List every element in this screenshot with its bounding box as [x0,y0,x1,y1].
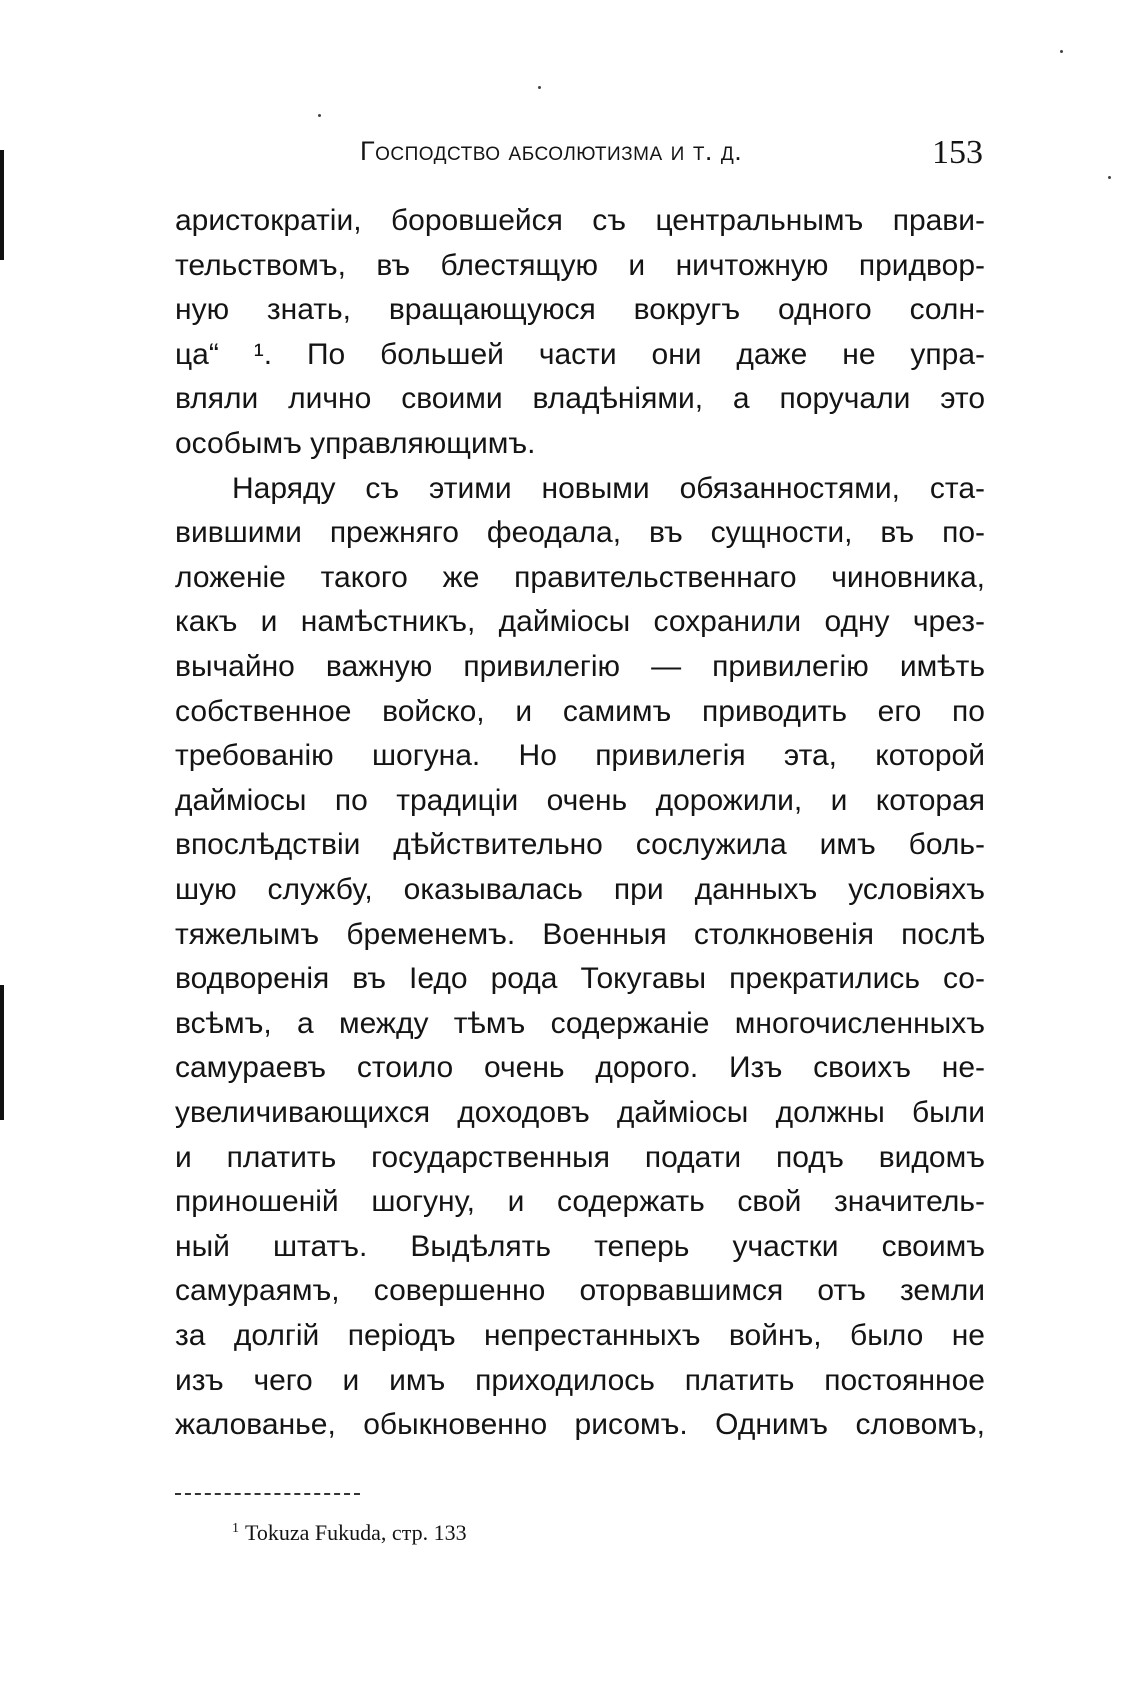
text-line: тяжелымъ бременемъ. Военныя столкновенія послѣ [175,917,985,951]
text-line: аристократіи, боровшейся съ центральнымъ прави- [175,204,985,237]
text-line: ца“ ¹. По большей части они даже не упра- [175,337,985,371]
text-line: приношеній шогуну, и содержать свой значитель- [175,1185,985,1219]
scan-speck [1108,176,1111,179]
footnote-divider [175,1493,360,1495]
text-line: вляли лично своими владѣніями, а поручали это [175,382,985,416]
scan-speck [1060,50,1063,53]
text-line: водворенія въ Іедо рода Токугавы прекратились со- [175,962,985,996]
text-line: ложеніе такого же правительственнаго чиновника, [175,560,985,594]
footnote-text: Tokuza Fukuda, стр. 133 [245,1520,467,1545]
scan-speck [318,114,321,117]
text-line: увеличивающихся доходовъ дайміосы должны были [175,1096,985,1129]
text-line: впослѣдствіи дѣйствительно сослужила имъ боль- [175,828,985,862]
text-line: жалованье, обыкновенно рисомъ. Однимъ словомъ, [175,1408,985,1442]
text-line: всѣмъ, а между тѣмъ содержаніе многочисленныхъ [175,1006,985,1040]
text-line: изъ чего и имъ приходилось платить постоянное [175,1363,985,1397]
text-line: вившими прежняго феодала, въ сущности, въ по- [175,516,985,550]
text-line: требованію шогуна. Но привилегія эта, которой [175,739,985,773]
text-line: за долгій періодъ непрестанныхъ войнъ, было не [175,1319,985,1352]
text-line: вычайно важную привилегію — привилегію имѣть [175,650,985,683]
running-title: Господство абсолютизма и т. д. [360,136,743,166]
text-line: тельствомъ, въ блестящую и ничтожную придвор- [175,248,985,282]
scan-edge-mark [0,150,4,260]
text-line: и платить государственныя подати подъ видомъ [175,1140,985,1174]
text-line: собственное войско, и самимъ приводить его по [175,694,985,728]
text-line: ный штатъ. Выдѣлять теперь участки своимъ [175,1229,985,1263]
footnote-marker: 1 [232,1520,239,1536]
page-number: 153 [932,134,983,171]
text-line: особымъ управляющимъ. [175,427,536,460]
scan-edge-mark [0,985,4,1120]
footnote [232,1520,467,1546]
scan-speck [538,86,541,89]
text-line: ную знать, вращающуюся вокругъ одного солн- [175,293,985,327]
text-line: Наряду съ этими новыми обязанностями, ста- [232,471,985,505]
text-line: самураямъ, совершенно оторвавшимся отъ земли [175,1274,985,1308]
text-line: какъ и намѣстникъ, дайміосы сохранили одну чрез- [175,605,985,639]
text-line: самураевъ стоило очень дорого. Изъ своихъ не- [175,1051,985,1085]
text-line: шую службу, оказывалась при данныхъ условіяхъ [175,873,985,906]
text-line: дайміосы по традиціи очень дорожили, и которая [175,783,985,817]
